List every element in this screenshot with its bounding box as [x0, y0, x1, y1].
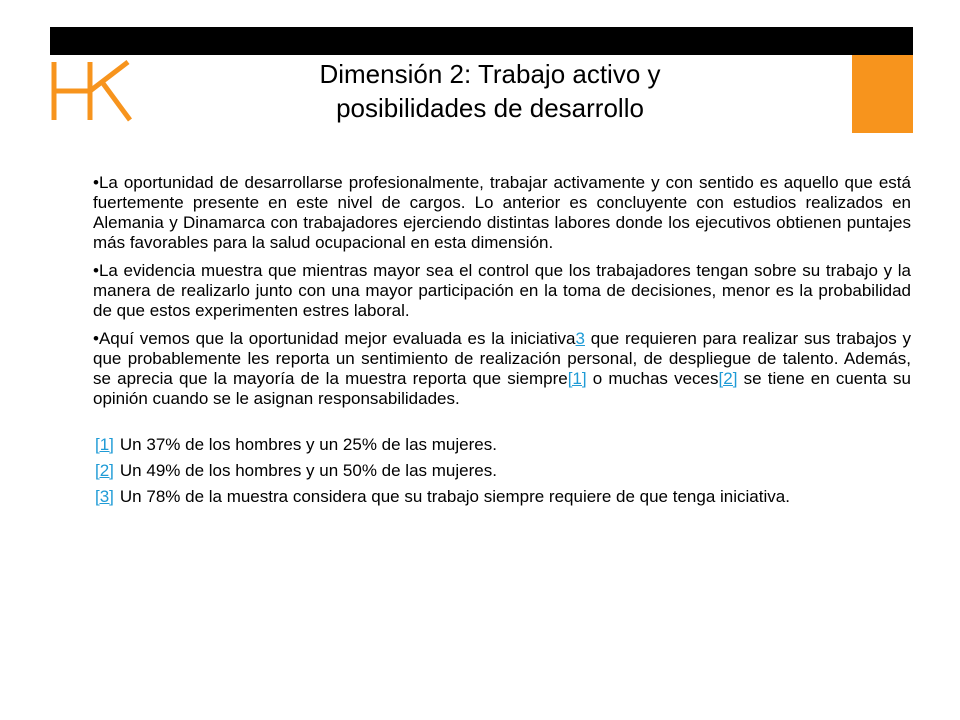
footnotes [93, 435, 911, 507]
title-line-1: Dimensión 2: Trabajo activo y [319, 59, 661, 89]
footnote-2 [93, 461, 911, 481]
slide-body [93, 173, 911, 513]
footnote-link-1[interactable]: [1] [567, 369, 587, 388]
bullet-3-text-a: •Aquí vemos que la oportunidad mejor evaluada es la iniciativa [93, 329, 576, 348]
footnote-1-text: Un 37% de los hombres y un 25% de las mujeres. [119, 435, 497, 454]
bullet-1: •La oportunidad de desarrollarse profesionalmente, trabajar activamente y con sentido es aquello que está fuertemente presente en este nivel de cargos. Lo anterior es concluyente con estudios realizados en Alemania y Dinamarca con trabajadores ejerciendo distintas labores donde los ejecutivos obtienen puntajes más favorables para la salud ocupacional en esta dimensión. [93, 173, 911, 252]
page-title [210, 57, 770, 125]
footnote-1 [93, 435, 911, 455]
bullet-3 [93, 329, 911, 409]
bullet-2: •La evidencia muestra que mientras mayor sea el control que los trabajadores tengan sobre su trabajo y la manera de realizarlo junto con una mayor participación en la toma de decisiones, menor es la probabilidad de que estos experimenten estres laboral. [93, 261, 911, 320]
footnote-3-text: Un 78% de la muestra considera que su trabajo siempre requiere de que tenga iniciativa. [119, 487, 790, 506]
bullet-3-text-b: que requieren para realizar sus trabajos y que probablemente les reporta un sentimiento de realización personal, de despliegue de talento. Además, se aprecia que la mayoría de la muestra reporta que siempre [93, 329, 911, 388]
footnote-link-3[interactable]: 3 [575, 329, 585, 348]
footnote-3-number[interactable]: [3] [95, 487, 114, 506]
footnote-2-text: Un 49% de los hombres y un 50% de las mujeres. [119, 461, 497, 480]
footnote-1-number[interactable]: [1] [95, 435, 114, 454]
top-black-bar [50, 27, 913, 55]
bullet-3-text-c: o muchas veces [586, 369, 719, 388]
bullet-3-text-d: se tiene en cuenta su opinión cuando se le asignan responsabilidades. [93, 369, 912, 408]
orange-accent-box [852, 55, 913, 133]
footnote-link-2[interactable]: [2] [718, 369, 738, 388]
hk-logo [50, 48, 135, 132]
footnote-3 [93, 487, 911, 507]
title-line-2: posibilidades de desarrollo [336, 93, 644, 123]
footnote-2-number[interactable]: [2] [95, 461, 114, 480]
